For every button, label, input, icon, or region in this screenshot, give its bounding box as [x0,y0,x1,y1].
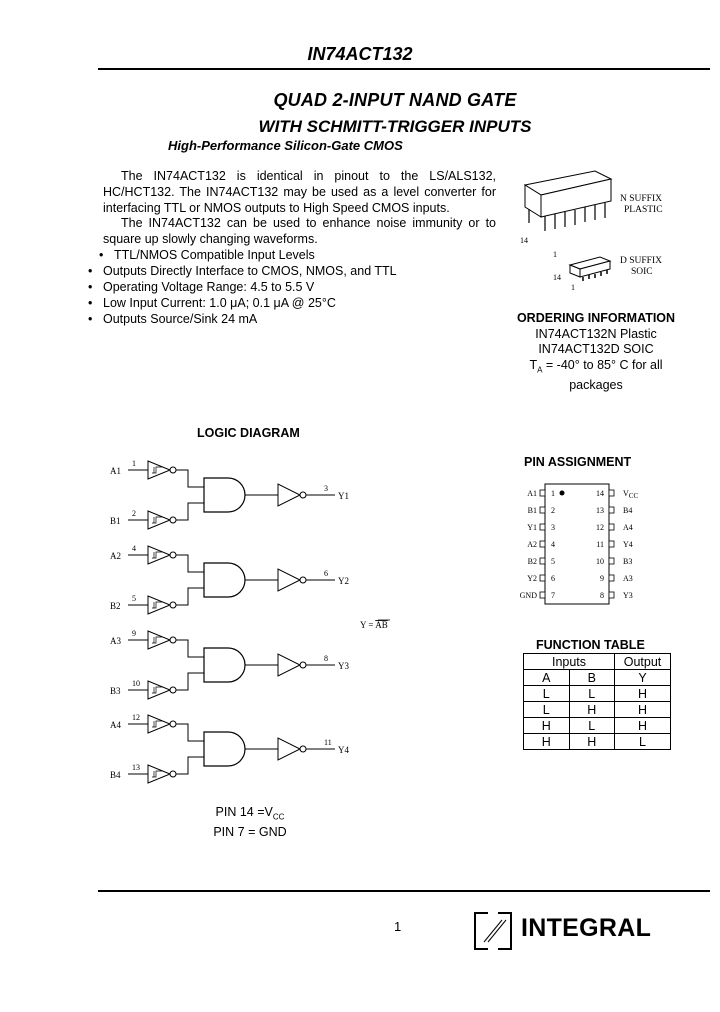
pin-name-right [623,489,638,500]
pin-number-right: 12 [596,523,604,532]
and-gate [204,563,245,597]
pin-name-left: B2 [527,557,537,566]
schmitt-buffer [148,461,170,479]
intro-text [103,169,496,248]
wire [176,724,204,741]
pin-note [180,805,320,840]
pin-stub [609,592,614,598]
pin-name-left: A1 [527,489,537,498]
pin-number-left: 5 [551,557,555,566]
equation-prefix: Y = [360,620,376,630]
table-cell: L [524,686,570,702]
gate-pin-a: 9 [132,629,136,638]
output-inverter [278,738,300,760]
feature-item: • Outputs Directly Interface to CMOS, NMOS, and TTL [88,263,508,279]
schmitt-buffer [148,631,170,649]
inversion-bubble [170,467,176,473]
pin-number-right: 13 [596,506,604,515]
table-cell: H [569,702,615,718]
ordering-heading: ORDERING INFORMATION [516,311,676,325]
n-suffix-label: N SUFFIX [620,194,662,204]
wire [176,555,204,572]
pin-name-right [623,540,633,549]
pin-name-right [623,506,632,515]
pin-stub [609,524,614,530]
soic-package-icon [553,257,610,292]
gate-input-a-label: A1 [110,466,121,476]
table-cell: H [569,734,615,750]
temp-symbol: T [529,357,538,372]
pin7-note: PIN 7 = GND [213,824,287,839]
table-cell: H [615,686,671,702]
pin-number-left: 6 [551,574,555,583]
table-cell: L [615,734,671,750]
pin-number-right: 14 [596,489,604,498]
feature-item: • TTL/NMOS Compatible Input Levels [88,247,508,263]
gate-output-label: Y4 [338,745,349,755]
schmitt-buffer [148,546,170,564]
pin14-sub: CC [272,812,285,822]
d-type-label: SOIC [631,267,653,277]
gate-input-b-label: B4 [110,770,121,780]
pin-stub [540,592,545,598]
header-rule [98,68,710,70]
ordering-info [500,311,692,393]
output-inverter [278,569,300,591]
title-line-2: WITH SCHMITT-TRIGGER INPUTS [258,117,532,136]
pin-name-main: V [623,489,629,498]
table-cell: H [615,702,671,718]
wire [176,503,204,520]
and-gate [204,478,245,512]
gate-input-b-label: B2 [110,601,121,611]
feature-item: • Low Input Current: 1.0 μA; 0.1 μA @ 25°C [88,295,508,311]
table-row [524,686,671,702]
pin-stub [609,575,614,581]
pin-assignment-diagram [505,482,655,608]
pin-name-right [623,574,633,583]
pin-name-main: A4 [623,523,633,532]
gate-input-a-label: A3 [110,636,121,646]
intro-paragraph-1: The IN74ACT132 is identical in pinout to the LS/ALS132, HC/HCT132. The IN74ACT132 may be used as a level converter for interfacing TTL or NMOS outputs to High Speed CMOS inputs. [103,169,496,215]
gate-pin-out: 8 [324,654,328,663]
pin-number-left: 4 [551,540,555,549]
wire [176,588,204,605]
table-cell: L [569,686,615,702]
table-cell: H [615,718,671,734]
feature-item: • Operating Voltage Range: 4.5 to 5.5 V [88,279,508,295]
pin-name-left: GND [519,591,537,600]
pin-number-right: 9 [600,574,604,583]
footer-rule [98,890,710,892]
table-row [524,734,671,750]
pin-name-main: A3 [623,574,633,583]
pin-name-right [623,591,633,600]
wire [176,640,204,657]
gate-pin-out: 3 [324,484,328,493]
inversion-bubble [170,771,176,777]
table-cell: L [569,718,615,734]
title-line-1: QUAD 2-INPUT NAND GATE [273,90,517,110]
part-number-header: IN74ACT132 [307,44,413,64]
col-b-header: B [569,670,615,686]
output-inverter [278,484,300,506]
schmitt-buffer [148,765,170,783]
inversion-bubble [170,637,176,643]
nand-gate-group [110,629,349,699]
subtitle: High-Performance Silicon-Gate CMOS [168,138,403,153]
intro-paragraph-2: The IN74ACT132 can be used to enhance noise immunity or to square up slowly changing waveforms. [103,216,496,247]
table-row [524,718,671,734]
temperature-range-cont: packages [569,377,623,392]
nand-gate-group [110,459,349,529]
dip-package-icon [520,171,611,259]
pin-number-right: 10 [596,557,604,566]
dip-pin14-label: 14 [520,236,528,245]
pin-stub [609,558,614,564]
pin-stub [540,541,545,547]
feature-item: • Outputs Source/Sink 24 mA [88,311,508,327]
page-number: 1 [394,919,402,934]
pin-stub [609,541,614,547]
temp-subscript: A [537,365,543,374]
output-header: Output [615,654,671,670]
logic-diagram [100,450,400,790]
pin-name-right [623,523,633,532]
soic-pin1-label: 1 [571,283,575,292]
gate-input-a-label: A2 [110,551,121,561]
pin-assignment-heading: PIN ASSIGNMENT [524,455,632,469]
function-table [523,653,671,750]
gate-pin-b: 2 [132,509,136,518]
equation-bar-term: AB [375,620,388,630]
pin-number-left: 7 [551,591,555,600]
ordering-line: IN74ACT132D SOIC [538,342,654,356]
wire [176,673,204,690]
pin-stub [540,507,545,513]
nand-gate-group [110,544,349,614]
gate-pin-b: 10 [132,679,140,688]
pin-name-main: B4 [623,506,633,515]
output-inverter [278,654,300,676]
inversion-bubble [300,662,306,668]
schmitt-buffer [148,596,170,614]
gate-pin-a: 4 [132,544,136,553]
inversion-bubble [300,492,306,498]
gate-output-label: Y2 [338,576,349,586]
package-drawings [515,165,715,295]
pin-stub [540,575,545,581]
and-gate [204,732,245,766]
inversion-bubble [170,721,176,727]
inversion-bubble [170,517,176,523]
pin14-text: PIN 14 =V [215,805,273,819]
pin-stub [609,507,614,513]
gate-pin-a: 12 [132,713,140,722]
and-gate [204,648,245,682]
pin-name-sub: CC [628,492,639,500]
logic-diagram-heading: LOGIC DIAGRAM [197,426,300,440]
pin-name-left: B1 [527,506,537,515]
pin-name-left: A2 [527,540,537,549]
gate-input-b-label: B1 [110,516,121,526]
pin-name-main: Y4 [623,540,633,549]
inversion-bubble [300,577,306,583]
pin14-note [180,805,320,825]
inputs-header: Inputs [524,654,615,670]
soic-pin14-label: 14 [553,273,561,282]
brand-name: INTEGRAL [521,914,652,942]
pin-number-left: 1 [551,489,555,498]
pin-name-main: B3 [623,557,633,566]
pin-name-left: Y2 [527,574,537,583]
gate-pin-out: 11 [324,738,332,747]
gate-pin-b: 5 [132,594,136,603]
dip-pin1-label: 1 [553,250,557,259]
col-a-header: A [524,670,570,686]
gate-output-label: Y1 [338,491,349,501]
table-cell: L [524,702,570,718]
d-suffix-label: D SUFFIX [620,256,662,266]
schmitt-buffer [148,715,170,733]
inversion-bubble [300,746,306,752]
ordering-line: IN74ACT132N Plastic [535,326,657,341]
pin-number-right: 8 [600,591,604,600]
pin-number-left: 2 [551,506,555,515]
inversion-bubble [170,552,176,558]
wire [176,757,204,774]
pin-stub [609,490,614,496]
inversion-bubble [170,687,176,693]
table-cell: H [524,734,570,750]
pin-name-main: Y3 [623,591,633,600]
pin-stub [540,558,545,564]
pin-number-left: 3 [551,523,555,532]
pin1-dot [560,491,565,496]
gate-pin-b: 13 [132,763,140,772]
table-cell: H [524,718,570,734]
temp-text: = -40° to 85° C for all [542,357,663,372]
inversion-bubble [170,602,176,608]
gate-input-a-label: A4 [110,720,121,730]
function-table-heading: FUNCTION TABLE [536,638,645,652]
gate-pin-a: 1 [132,459,136,468]
pin-name-right [623,557,632,566]
pin-name-left: Y1 [527,523,537,532]
logic-equation [360,620,388,630]
pin-stub [540,524,545,530]
temperature-range [500,358,692,378]
gate-input-b-label: B3 [110,686,121,696]
nand-gate-group [110,713,349,783]
col-y-header: Y [615,670,671,686]
gate-pin-out: 6 [324,569,328,578]
wire [176,470,204,487]
n-type-label: PLASTIC [624,205,663,215]
schmitt-buffer [148,681,170,699]
table-row [524,702,671,718]
feature-list [88,247,508,327]
pin-stub [540,490,545,496]
schmitt-buffer [148,511,170,529]
integral-logo-icon [472,910,514,952]
gate-output-label: Y3 [338,661,349,671]
pin-number-right: 11 [596,540,604,549]
